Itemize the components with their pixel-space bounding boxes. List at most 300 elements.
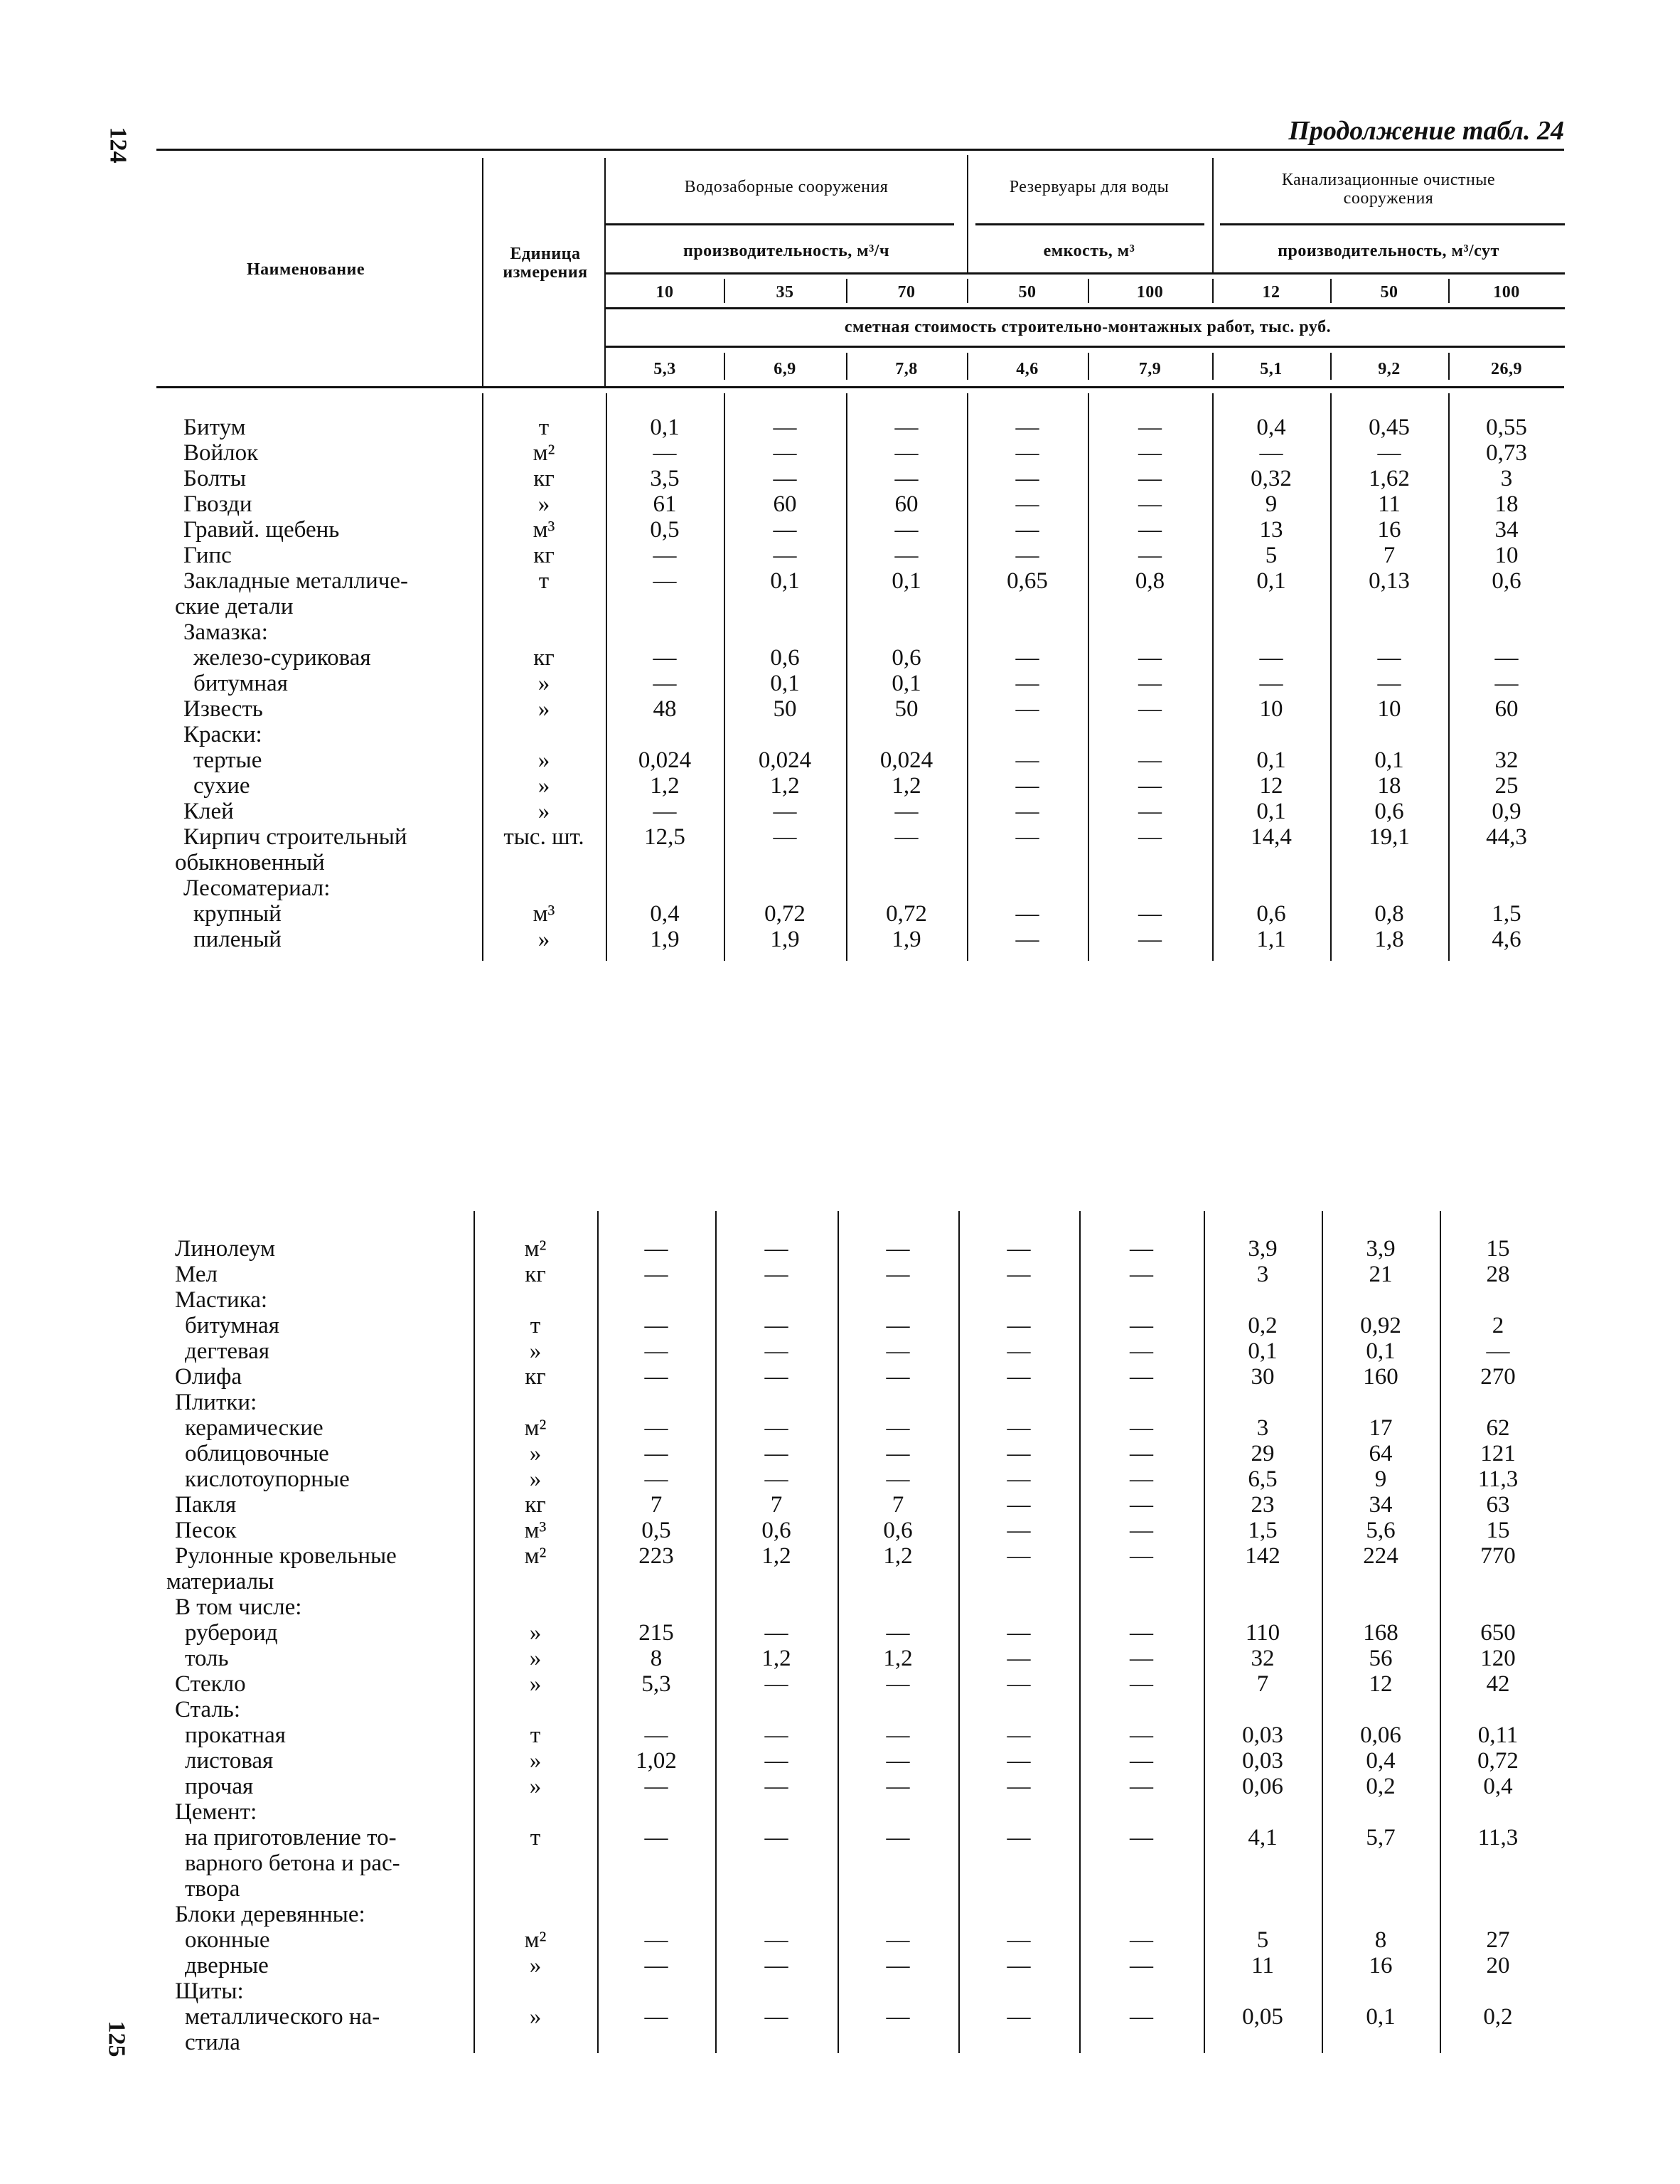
- row-value: 21: [1369, 1262, 1393, 1287]
- table-row: [0, 773, 1680, 799]
- table-row: [0, 517, 1680, 543]
- table-row: [0, 1466, 1680, 1492]
- row-value: 0,024: [879, 747, 933, 773]
- divider-cost-col: [1088, 353, 1089, 380]
- row-value: 44,3: [1486, 824, 1527, 850]
- row-value: —: [773, 466, 797, 491]
- row-value: 1,2: [883, 1646, 913, 1671]
- row-value: —: [1138, 543, 1162, 568]
- row-value: —: [1130, 1492, 1153, 1518]
- row-value: 34: [1494, 517, 1519, 543]
- table-row: [0, 1978, 1680, 2004]
- row-value: 19,1: [1369, 824, 1410, 850]
- row-value: 14,4: [1251, 824, 1292, 850]
- row-value: —: [1138, 747, 1162, 773]
- row-value: —: [886, 1671, 910, 1697]
- row-value: —: [1007, 1415, 1031, 1441]
- row-name: керамические: [185, 1415, 323, 1441]
- row-value: 29: [1251, 1441, 1275, 1466]
- row-value: —: [1130, 1646, 1153, 1671]
- row-value: 0,4: [650, 901, 680, 927]
- table-row: [0, 1569, 1680, 1594]
- row-value: —: [764, 1774, 788, 1799]
- row-unit: »: [529, 1671, 542, 1697]
- row-value: 27: [1486, 1927, 1510, 1953]
- row-value: —: [1015, 440, 1039, 466]
- row-value: 1,2: [883, 1543, 913, 1569]
- row-value: —: [886, 1825, 910, 1850]
- row-name: дегтевая: [185, 1338, 270, 1364]
- table-row: [0, 1518, 1680, 1543]
- row-value: —: [1015, 491, 1039, 517]
- table-row: [0, 440, 1680, 466]
- table-row: [0, 619, 1680, 645]
- row-name: сухие: [193, 773, 250, 799]
- row-value: —: [894, 466, 919, 491]
- row-name: оконные: [185, 1927, 270, 1953]
- row-name: Блоки деревянные:: [175, 1902, 365, 1927]
- row-value: 1,1: [1256, 927, 1286, 952]
- cost-value: 7,9: [1138, 360, 1162, 378]
- row-value: —: [1377, 440, 1401, 466]
- row-value: —: [1138, 645, 1162, 671]
- row-value: 3,5: [650, 466, 680, 491]
- row-value: 16: [1369, 1953, 1393, 1978]
- row-value: 0,1: [1366, 2004, 1396, 2030]
- row-value: —: [1007, 1927, 1031, 1953]
- row-value: —: [1138, 415, 1162, 440]
- cost-value: 4,6: [1016, 360, 1039, 378]
- divider-size-col: [967, 279, 968, 303]
- row-name: Гравий. щебень: [183, 517, 340, 543]
- row-value: 142: [1245, 1543, 1280, 1569]
- row-value: 0,03: [1242, 1722, 1283, 1748]
- row-value: 0,05: [1242, 2004, 1283, 2030]
- row-name: Олифа: [175, 1364, 242, 1390]
- row-value: —: [764, 1722, 788, 1748]
- row-value: 0,1: [1256, 747, 1286, 773]
- row-value: 0,92: [1360, 1313, 1401, 1338]
- row-value: 3: [1500, 466, 1513, 491]
- table-row: [0, 568, 1680, 594]
- row-name: Лесоматериал:: [183, 875, 331, 901]
- row-value: 3: [1256, 1262, 1269, 1287]
- table-row: [0, 722, 1680, 747]
- row-value: —: [886, 1313, 910, 1338]
- row-name: Песок: [175, 1518, 237, 1543]
- row-value: 60: [1494, 696, 1519, 722]
- row-value: —: [1007, 1748, 1031, 1774]
- row-value: —: [644, 1364, 668, 1390]
- row-value: —: [653, 645, 677, 671]
- rule-params: [606, 272, 1565, 275]
- row-value: —: [1015, 824, 1039, 850]
- row-value: 12,5: [644, 824, 685, 850]
- divider-cost-col: [1330, 353, 1332, 380]
- row-value: 0,4: [1483, 1774, 1513, 1799]
- row-value: 5,6: [1366, 1518, 1396, 1543]
- row-value: 7: [770, 1492, 783, 1518]
- row-value: —: [773, 415, 797, 440]
- row-value: —: [894, 543, 919, 568]
- row-value: —: [644, 1313, 668, 1338]
- row-value: —: [1138, 491, 1162, 517]
- row-value: —: [1377, 645, 1401, 671]
- row-value: —: [773, 543, 797, 568]
- row-value: 0,55: [1486, 415, 1527, 440]
- table-row: [0, 1287, 1680, 1313]
- page-number-top: 124: [105, 127, 132, 164]
- row-value: 0,1: [770, 568, 800, 594]
- row-value: 11: [1378, 491, 1401, 517]
- divider-size-col: [1448, 279, 1450, 303]
- row-value: —: [644, 1953, 668, 1978]
- row-name: варного бетона и рас-: [185, 1850, 400, 1876]
- group-title: Водозаборные сооружения: [684, 178, 889, 196]
- row-value: 61: [653, 491, 677, 517]
- table-row: [0, 1364, 1680, 1390]
- row-value: 0,06: [1242, 1774, 1283, 1799]
- row-value: 7: [1256, 1671, 1269, 1697]
- row-value: 0,8: [1374, 901, 1404, 927]
- divider-unit-values: [604, 158, 606, 387]
- row-value: —: [1015, 415, 1039, 440]
- row-unit: »: [537, 671, 550, 696]
- row-value: —: [1138, 799, 1162, 824]
- row-value: 63: [1486, 1492, 1510, 1518]
- cost-value: 5,1: [1260, 360, 1283, 378]
- row-value: —: [1007, 1338, 1031, 1364]
- row-name: Кирпич строительный: [183, 824, 407, 850]
- row-value: —: [1007, 1671, 1031, 1697]
- row-value: —: [1138, 440, 1162, 466]
- row-value: 0,65: [1007, 568, 1048, 594]
- row-value: 0,1: [892, 568, 921, 594]
- row-name: Щиты:: [175, 1978, 244, 2004]
- row-value: —: [1138, 901, 1162, 927]
- row-value: —: [1130, 1671, 1153, 1697]
- row-value: 0,8: [1135, 568, 1165, 594]
- table-row: [0, 543, 1680, 568]
- row-value: —: [1007, 1825, 1031, 1850]
- row-name: кислотоупорные: [185, 1466, 350, 1492]
- cost-value: 5,3: [653, 360, 676, 378]
- row-value: —: [1130, 1364, 1153, 1390]
- cost-value: 7,8: [895, 360, 918, 378]
- row-name: Плитки:: [175, 1390, 257, 1415]
- row-value: —: [1007, 1953, 1031, 1978]
- table-row: [0, 1492, 1680, 1518]
- row-value: —: [653, 543, 677, 568]
- row-value: —: [886, 1748, 910, 1774]
- row-value: —: [1015, 927, 1039, 952]
- row-value: —: [1015, 799, 1039, 824]
- row-value: 0,6: [1374, 799, 1404, 824]
- row-value: —: [644, 1825, 668, 1850]
- table-row: [0, 466, 1680, 491]
- row-name: Болты: [183, 466, 247, 491]
- row-value: —: [764, 1441, 788, 1466]
- table-row: [0, 1953, 1680, 1978]
- row-value: 0,2: [1248, 1313, 1278, 1338]
- table-caption: Продолжение табл. 24: [1288, 116, 1564, 146]
- row-unit: »: [529, 1953, 542, 1978]
- row-name: обыкновенный: [175, 850, 325, 875]
- row-name: битумная: [185, 1313, 279, 1338]
- row-value: 5,3: [641, 1671, 671, 1697]
- row-value: —: [1015, 466, 1039, 491]
- table-row: [0, 747, 1680, 773]
- cost-value: 6,9: [774, 360, 796, 378]
- row-value: 34: [1369, 1492, 1393, 1518]
- row-value: 0,1: [770, 671, 800, 696]
- table-row: [0, 696, 1680, 722]
- size-value: 50: [1380, 283, 1398, 302]
- row-name: прочая: [185, 1774, 254, 1799]
- header-name: Наименование: [247, 260, 365, 279]
- row-value: —: [644, 1441, 668, 1466]
- row-unit: »: [537, 747, 550, 773]
- row-value: —: [653, 799, 677, 824]
- row-value: 13: [1259, 517, 1283, 543]
- row-value: 28: [1486, 1262, 1510, 1287]
- row-value: —: [894, 440, 919, 466]
- row-unit: »: [529, 1774, 542, 1799]
- divider-group-1-2: [967, 155, 968, 272]
- row-value: —: [644, 1415, 668, 1441]
- table-row: [0, 2004, 1680, 2030]
- table-row: [0, 824, 1680, 850]
- row-value: —: [1130, 1774, 1153, 1799]
- row-unit: кг: [525, 1492, 546, 1518]
- row-value: 770: [1480, 1543, 1516, 1569]
- row-value: 12: [1369, 1671, 1393, 1697]
- row-value: —: [1130, 1543, 1153, 1569]
- table-row: [0, 1774, 1680, 1799]
- row-value: —: [1259, 440, 1283, 466]
- row-value: 1,2: [650, 773, 680, 799]
- row-value: 1,5: [1492, 901, 1521, 927]
- row-value: 15: [1486, 1236, 1510, 1262]
- row-name: Известь: [183, 696, 263, 722]
- row-unit: »: [529, 1646, 542, 1671]
- row-name: Цемент:: [175, 1799, 257, 1825]
- divider-cost-col: [724, 353, 725, 380]
- table-row: [0, 850, 1680, 875]
- row-value: 0,6: [761, 1518, 791, 1543]
- rule-sizes: [606, 307, 1565, 309]
- divider-cost-col: [846, 353, 847, 380]
- row-value: 50: [773, 696, 797, 722]
- row-name: Сталь:: [175, 1697, 241, 1722]
- row-name: на приготовление то-: [185, 1825, 397, 1850]
- row-value: —: [764, 1825, 788, 1850]
- row-name: Гипс: [183, 543, 232, 568]
- row-unit: »: [537, 696, 550, 722]
- row-unit: м³: [533, 517, 555, 543]
- table-row: [0, 1415, 1680, 1441]
- row-value: —: [1138, 671, 1162, 696]
- row-value: 48: [653, 696, 677, 722]
- row-value: 6,5: [1248, 1466, 1278, 1492]
- size-value: 50: [1018, 283, 1037, 302]
- row-value: —: [1130, 1466, 1153, 1492]
- row-value: 8: [650, 1646, 663, 1671]
- table-row: [0, 645, 1680, 671]
- row-name: Битум: [183, 415, 246, 440]
- row-value: 0,6: [892, 645, 921, 671]
- row-name: Мел: [175, 1262, 218, 1287]
- row-value: 3,9: [1366, 1236, 1396, 1262]
- rule-group-2: [975, 223, 1204, 225]
- table-row: [0, 1927, 1680, 1953]
- row-value: 0,6: [770, 645, 800, 671]
- row-value: —: [644, 1722, 668, 1748]
- row-value: 50: [894, 696, 919, 722]
- row-value: 1,9: [892, 927, 921, 952]
- row-value: 0,2: [1366, 1774, 1396, 1799]
- row-value: —: [1130, 1313, 1153, 1338]
- row-value: —: [773, 799, 797, 824]
- row-name: металлического на-: [185, 2004, 380, 2030]
- row-value: 16: [1377, 517, 1401, 543]
- row-unit: тыс. шт.: [503, 824, 584, 850]
- row-value: —: [1138, 773, 1162, 799]
- row-unit: »: [529, 1338, 542, 1364]
- row-value: 0,024: [638, 747, 692, 773]
- table-row: [0, 927, 1680, 952]
- row-value: 121: [1480, 1441, 1516, 1466]
- row-value: —: [1130, 1441, 1153, 1466]
- table-row: [0, 1748, 1680, 1774]
- row-value: 7: [650, 1492, 663, 1518]
- rule-top: [156, 149, 1564, 151]
- row-value: 650: [1480, 1620, 1516, 1646]
- cost-label: сметная стоимость строительно-монтажных работ, тыс. руб.: [844, 318, 1332, 336]
- row-value: —: [764, 1466, 788, 1492]
- row-name: ские детали: [175, 594, 294, 619]
- row-value: 10: [1377, 696, 1401, 722]
- row-value: 18: [1377, 773, 1401, 799]
- row-value: —: [764, 2004, 788, 2030]
- row-value: —: [1007, 1492, 1031, 1518]
- table-row: [0, 2030, 1680, 2055]
- table-row: [0, 799, 1680, 824]
- row-value: —: [1130, 1415, 1153, 1441]
- row-value: 0,6: [1256, 901, 1286, 927]
- row-value: —: [1007, 1722, 1031, 1748]
- row-unit: т: [530, 1722, 541, 1748]
- row-unit: »: [537, 927, 550, 952]
- row-value: 0,03: [1242, 1748, 1283, 1774]
- row-value: —: [1015, 901, 1039, 927]
- table-row: [0, 1825, 1680, 1850]
- row-value: 0,45: [1369, 415, 1410, 440]
- row-value: 56: [1369, 1646, 1393, 1671]
- row-value: 7: [892, 1492, 904, 1518]
- divider-group-2-3: [1212, 158, 1214, 272]
- row-value: —: [894, 799, 919, 824]
- row-value: 0,1: [1248, 1338, 1278, 1364]
- row-value: 0,72: [886, 901, 927, 927]
- row-value: 2: [1492, 1313, 1504, 1338]
- row-value: —: [764, 1262, 788, 1287]
- row-value: —: [1138, 517, 1162, 543]
- table-row: [0, 875, 1680, 901]
- row-value: 0,4: [1366, 1748, 1396, 1774]
- row-value: —: [644, 1466, 668, 1492]
- row-value: 60: [773, 491, 797, 517]
- table-row: [0, 1722, 1680, 1748]
- row-value: —: [653, 568, 677, 594]
- row-value: —: [764, 1953, 788, 1978]
- row-value: —: [764, 1415, 788, 1441]
- row-value: 1,2: [761, 1543, 791, 1569]
- table-row: [0, 1338, 1680, 1364]
- row-unit: м³: [524, 1518, 547, 1543]
- row-unit: м²: [524, 1543, 547, 1569]
- row-unit: »: [537, 773, 550, 799]
- row-value: 15: [1486, 1518, 1510, 1543]
- row-value: 11,3: [1477, 1825, 1519, 1850]
- row-value: 0,32: [1251, 466, 1292, 491]
- page-number-bottom: 125: [103, 2020, 130, 2057]
- row-value: —: [1015, 696, 1039, 722]
- row-value: 0,5: [650, 517, 680, 543]
- row-unit: м²: [533, 440, 555, 466]
- row-value: —: [894, 824, 919, 850]
- row-value: 11: [1251, 1953, 1274, 1978]
- row-value: —: [1007, 1466, 1031, 1492]
- row-value: —: [1007, 2004, 1031, 2030]
- row-name: Мастика:: [175, 1287, 268, 1313]
- divider-size-col: [1088, 279, 1089, 303]
- row-value: 0,5: [641, 1518, 671, 1543]
- size-value: 70: [897, 283, 916, 302]
- row-value: 62: [1486, 1415, 1510, 1441]
- table-row: [0, 1390, 1680, 1415]
- row-value: 1,62: [1369, 466, 1410, 491]
- row-value: —: [886, 1236, 910, 1262]
- row-unit: »: [529, 2004, 542, 2030]
- row-value: 32: [1251, 1646, 1275, 1671]
- group-title: сооружения: [1343, 189, 1434, 208]
- row-value: —: [886, 1953, 910, 1978]
- row-value: 0,1: [1366, 1338, 1396, 1364]
- row-value: —: [644, 1262, 668, 1287]
- row-value: 4,1: [1248, 1825, 1278, 1850]
- row-value: 7: [1383, 543, 1396, 568]
- row-name: листовая: [185, 1748, 274, 1774]
- table-row: [0, 1902, 1680, 1927]
- row-value: 0,024: [758, 747, 812, 773]
- row-name: Стекло: [175, 1671, 246, 1697]
- row-value: —: [1494, 645, 1519, 671]
- row-value: —: [886, 1722, 910, 1748]
- size-value: 35: [776, 283, 794, 302]
- divider-cost-col: [1448, 353, 1450, 380]
- row-value: 5: [1256, 1927, 1269, 1953]
- row-value: —: [886, 1441, 910, 1466]
- table-row: [0, 415, 1680, 440]
- row-value: —: [1130, 1262, 1153, 1287]
- row-value: 223: [638, 1543, 674, 1569]
- size-value: 12: [1262, 283, 1280, 302]
- row-value: —: [1130, 1620, 1153, 1646]
- row-value: 0,06: [1360, 1722, 1401, 1748]
- row-value: 215: [638, 1620, 674, 1646]
- row-unit: м³: [533, 901, 555, 927]
